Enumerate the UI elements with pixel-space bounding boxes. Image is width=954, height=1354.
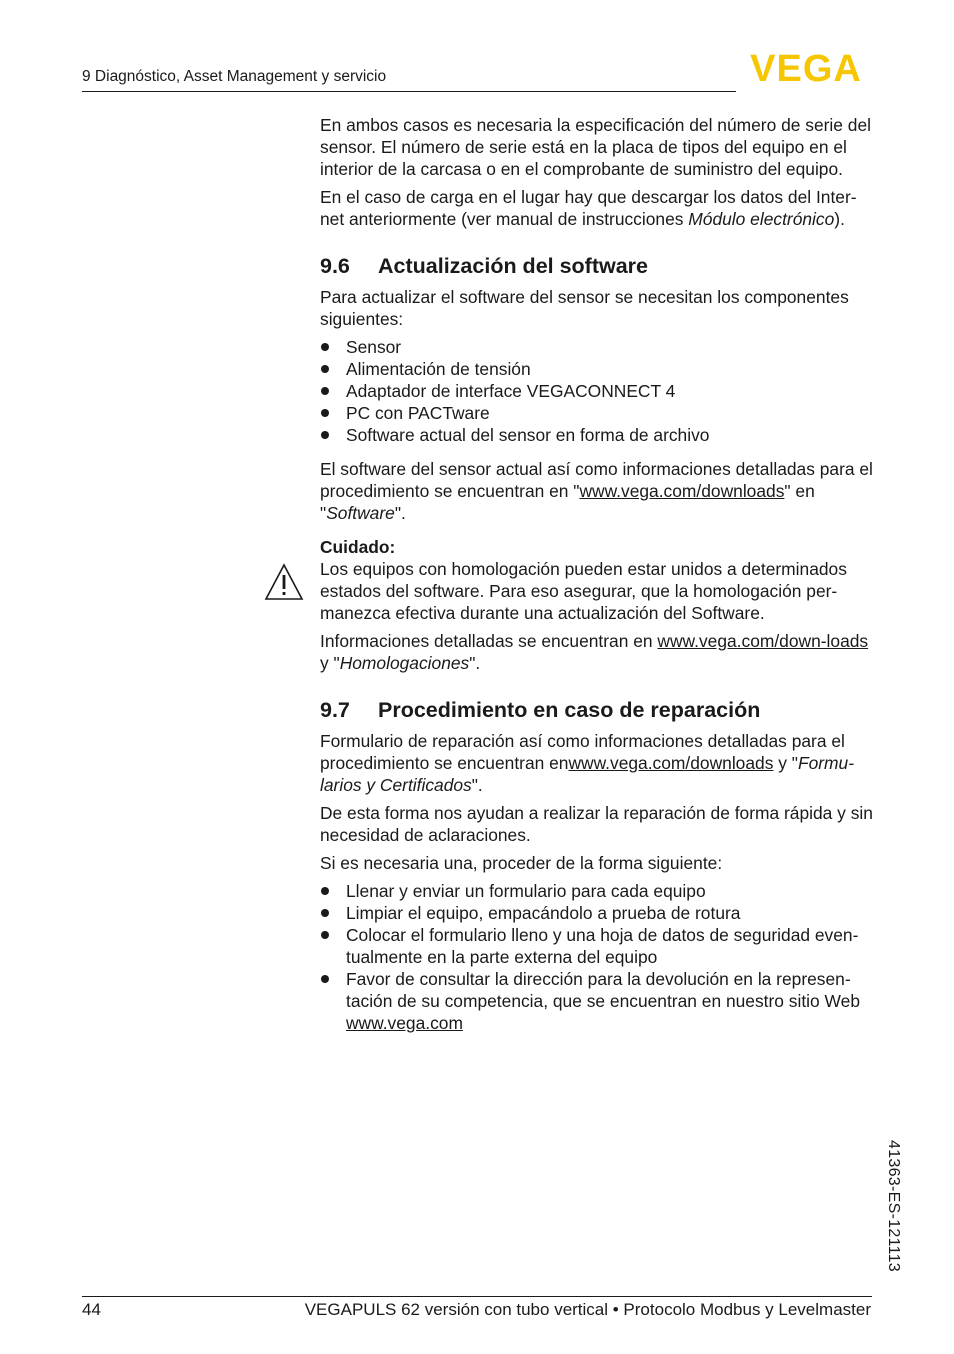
bullet-icon <box>321 909 329 917</box>
caution-text: Los equipos con homologación pueden estar unidos a determinados estados del software. Para eso asegurar, que la homologación per-manezca efectiva durante una actualización del Software. <box>320 559 847 623</box>
document-code: 41363-ES-121113 <box>885 1140 902 1273</box>
list-item: Sensor <box>320 336 876 358</box>
vega-logo <box>740 50 872 84</box>
warning-triangle-icon <box>264 563 304 601</box>
vega-website-link[interactable]: www.vega.com <box>346 1013 463 1033</box>
software-components-list <box>320 336 876 446</box>
list-item: Favor de consultar la dirección para la devolución en la represen-tación de su competencia, que se encuentran en nuestro sitio Web www.vega.com <box>320 968 876 1034</box>
caution-block <box>320 536 876 624</box>
caution-label: Cuidado: <box>320 537 396 557</box>
footer-document-title: VEGAPULS 62 versión con tubo vertical • Protocolo Modbus y Levelmaster <box>304 1300 871 1319</box>
bullet-icon <box>321 431 329 439</box>
repair-benefit-paragraph: De esta forma nos ayudan a realizar la reparación de forma rápida y sin necesidad de aclaraciones. <box>320 803 873 845</box>
list-item: Alimentación de tensión <box>320 358 876 380</box>
repair-steps-list <box>320 880 876 1034</box>
list-item: Llenar y enviar un formulario para cada equipo <box>320 880 876 902</box>
footer-divider <box>82 1296 872 1297</box>
running-header: 9 Diagnóstico, Asset Management y servicio <box>82 68 387 85</box>
intro-paragraph-1: En ambos casos es necesaria la especificación del número de serie del sensor. El número de serie está en la placa de tipos del equipo en el interior de la carcasa o en el comprobante de suministro del equipo. <box>320 115 872 179</box>
bullet-icon <box>321 975 329 983</box>
intro-paragraph-2: En el caso de carga en el lugar hay que descargar los datos del Inter-net anteriormente (ver manual de instrucciones Módulo electrónico). <box>320 187 857 229</box>
list-item: Software actual del sensor en forma de archivo <box>320 424 876 446</box>
repair-form-paragraph: Formulario de reparación así como informaciones detalladas para el procedimiento se encuentran enwww.vega.com/downloads y "Formu-larios y Certificados". <box>320 731 854 795</box>
section-heading-9-6: 9.6 Actualización del software <box>320 254 649 278</box>
bullet-icon <box>321 365 329 373</box>
list-item: Adaptador de interface VEGACONNECT 4 <box>320 380 876 402</box>
page-number: 44 <box>82 1300 101 1319</box>
homologation-paragraph: Informaciones detalladas se encuentran en www.vega.com/down-loads y "Homologaciones". <box>320 631 869 673</box>
software-intro-paragraph: Para actualizar el software del sensor se necesitan los componentes siguientes: <box>320 287 849 329</box>
bullet-icon <box>321 887 329 895</box>
software-downloads-paragraph: El software del sensor actual así como informaciones detalladas para el procedimiento se encuentran en "www.vega.com/downloads" en "Software". <box>320 459 873 523</box>
repair-steps-intro: Si es necesaria una, proceder de la forma siguiente: <box>320 853 723 873</box>
logo-text: VEGA <box>750 50 862 84</box>
downloads-link-2[interactable]: www.vega.com/down-loads <box>657 631 869 651</box>
bullet-icon <box>321 387 329 395</box>
list-item: Colocar el formulario lleno y una hoja de datos de seguridad even-tualmente en la parte externa del equipo <box>320 924 876 968</box>
downloads-link[interactable]: www.vega.com/downloads <box>579 481 785 501</box>
bullet-icon <box>321 931 329 939</box>
list-item: Limpiar el equipo, empacándolo a prueba de rotura <box>320 902 876 924</box>
main-content <box>320 114 876 1034</box>
bullet-icon <box>321 343 329 351</box>
section-heading-9-7: 9.7 Procedimiento en caso de reparación <box>320 698 761 722</box>
bullet-icon <box>321 409 329 417</box>
list-item: PC con PACTware <box>320 402 876 424</box>
repair-downloads-link[interactable]: www.vega.com/downloads <box>568 753 774 773</box>
header-divider <box>82 91 736 92</box>
